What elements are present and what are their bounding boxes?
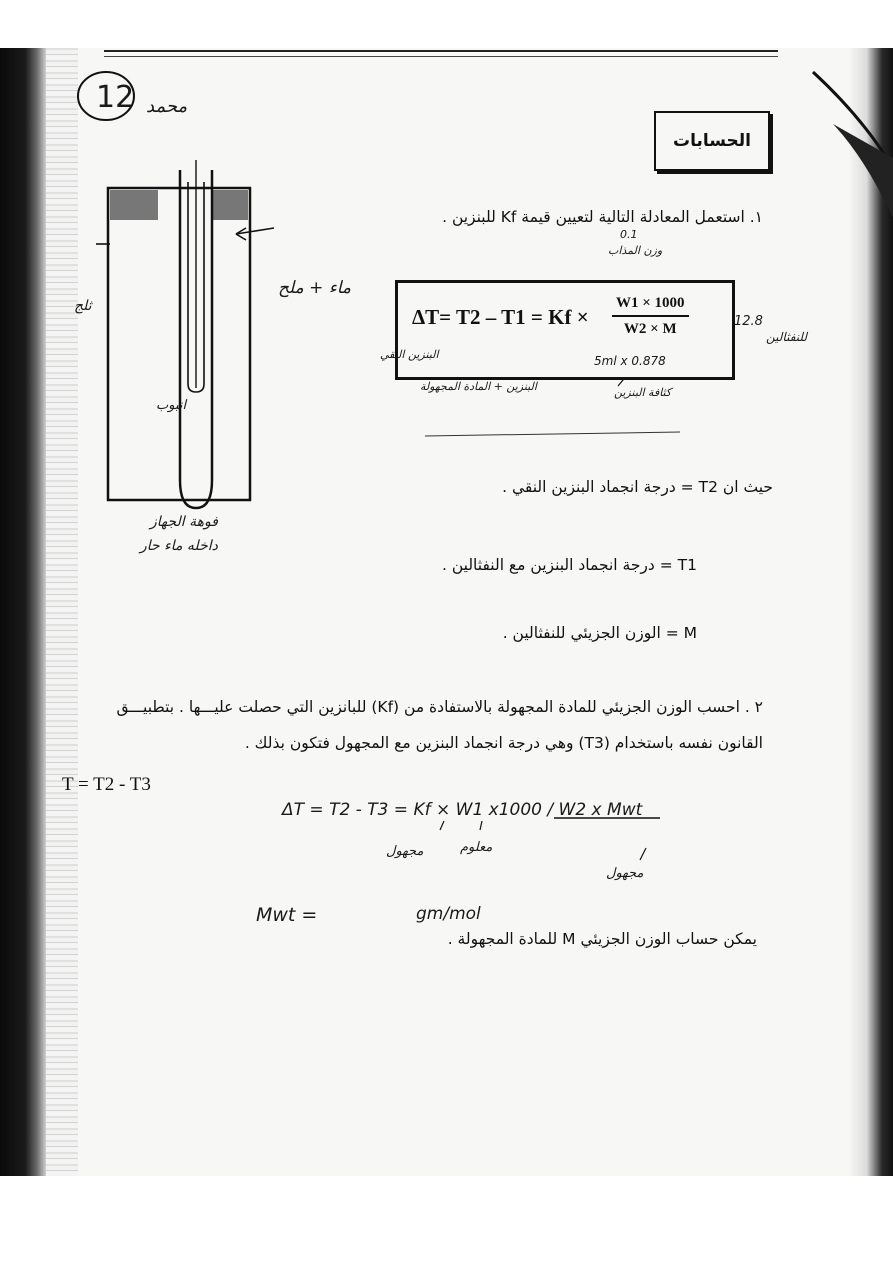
equation-denominator: W2 × M (623, 321, 677, 337)
hw-eq-density: كثافة البنزين (614, 386, 672, 399)
hw-cap-note-2: داخله ماء حار (140, 538, 218, 554)
hw-cap-note-1: فوهة الجهاز (150, 514, 218, 530)
hw-name: محمد (146, 96, 188, 117)
hw-unknown-b: مجهول (606, 866, 644, 881)
question-3: يمكن حساب الوزن الجزيئي M للمادة المجهولة . (447, 930, 757, 948)
hw-unknown-a: مجهول (386, 844, 424, 859)
hw-eq-naphthalene: للنفثالين (766, 330, 808, 344)
t-equation: T = T2 - T3 (62, 774, 151, 795)
hw-eq-result: 12.8 (734, 314, 763, 329)
hw-page-number: 12 (96, 80, 135, 115)
definition-m (503, 624, 697, 642)
hw-eq-note-01: 0.1 (620, 228, 638, 241)
hw-eq-mix: البنزين + المادة المجهولة (420, 380, 537, 393)
equation-lhs: ΔT= T2 – T1 = Kf × (412, 305, 589, 329)
t2-definition: = درجة انجماد البنزين النقي . (502, 478, 694, 496)
definition-t1 (442, 556, 697, 574)
section-title: الحسابات (654, 111, 770, 171)
hw-water-salt-label: ماء + ملح (278, 278, 352, 298)
m-definition: = الوزن الجزيئي للنفثالين . (502, 624, 679, 642)
question-2-line-1: ٢ . احسب الوزن الجزيئي للمادة المجهولة بالاستفادة من (Kf) للبانزين التي حصلت عليـــها . بتطبيـــق (116, 698, 763, 716)
hw-handwritten-equation: ΔT = T2 - T3 = Kf × W1 x1000 / W2 x Mwt (282, 800, 643, 820)
m-symbol: M (683, 624, 697, 642)
hw-units: gm/mol (416, 904, 481, 924)
equation-fraction (612, 295, 689, 338)
equation-box (395, 280, 735, 380)
hw-mwt: Mwt = (256, 904, 318, 926)
hw-eq-mass2: 5ml x 0.878 (594, 354, 666, 368)
hw-tube-label: انبوب (156, 398, 187, 413)
hw-eq-pure: البنزين النقي (380, 348, 439, 361)
where-intro: حيث ان (722, 478, 773, 496)
definition-t2 (502, 478, 773, 496)
hw-known: معلوم (460, 840, 493, 855)
hw-ice-label: ثلج (74, 298, 92, 314)
t1-symbol: T1 (677, 556, 697, 574)
t2-symbol: T2 (698, 478, 718, 496)
question-1: ١. استعمل المعادلة التالية لتعيين قيمة Kf للبنزين . (442, 208, 763, 226)
scanned-page (0, 48, 893, 1176)
equation-numerator: W1 × 1000 (612, 295, 689, 317)
t1-definition: = درجة انجماد البنزين مع النفثالين . (442, 556, 673, 574)
question-2-line-2: القانون نفسه باستخدام (T3) وهي درجة انجماد البنزين مع المجهول فتكون بذلك . (244, 734, 763, 752)
hw-eq-note-mass: وزن المذاب (608, 244, 663, 257)
